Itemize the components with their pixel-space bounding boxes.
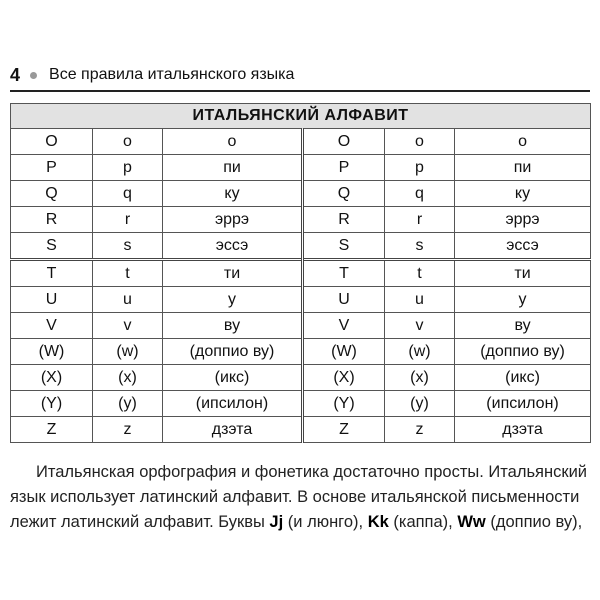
table-cell: u: [93, 287, 163, 313]
table-cell: (w): [385, 339, 455, 365]
table-row: [11, 129, 591, 155]
table-cell: (Y): [303, 391, 385, 417]
table-cell: у: [455, 287, 591, 313]
table-cell: Z: [303, 417, 385, 443]
letter-kk: Kk: [367, 513, 389, 531]
table-cell: O: [303, 129, 385, 155]
table-cell: (ипсилон): [455, 391, 591, 417]
table-row: [11, 391, 591, 417]
table-cell: T: [303, 260, 385, 287]
table-cell: (w): [93, 339, 163, 365]
table-cell: эррэ: [455, 207, 591, 233]
table-cell: R: [11, 207, 93, 233]
table-cell: (W): [303, 339, 385, 365]
table-body: [11, 129, 591, 443]
table-cell: пи: [455, 155, 591, 181]
table-cell: r: [385, 207, 455, 233]
table-cell: o: [455, 129, 591, 155]
table-cell: пи: [163, 155, 303, 181]
table-cell: T: [11, 260, 93, 287]
table-row: [11, 287, 591, 313]
table-cell: S: [11, 233, 93, 260]
table-cell: дзэта: [163, 417, 303, 443]
running-title: Все правила итальянского языка: [49, 66, 295, 83]
table-cell: (x): [93, 365, 163, 391]
table-cell: u: [385, 287, 455, 313]
table-cell: (y): [93, 391, 163, 417]
table-cell: Q: [11, 181, 93, 207]
table-row: [11, 339, 591, 365]
table-cell: U: [303, 287, 385, 313]
table-cell: эссэ: [163, 233, 303, 260]
table-cell: ти: [163, 260, 303, 287]
table-cell: R: [303, 207, 385, 233]
table-cell: o: [385, 129, 455, 155]
table-cell: (доппио ву): [455, 339, 591, 365]
table-cell: o: [163, 129, 303, 155]
table-cell: Z: [11, 417, 93, 443]
table-cell: v: [93, 313, 163, 339]
table-cell: P: [11, 155, 93, 181]
table-cell: s: [385, 233, 455, 260]
table-cell: ку: [163, 181, 303, 207]
table-row: [11, 260, 591, 287]
table-cell: ву: [163, 313, 303, 339]
table-row: [11, 181, 591, 207]
table-cell: эррэ: [163, 207, 303, 233]
header-rule: [10, 90, 590, 92]
table-cell: U: [11, 287, 93, 313]
table-cell: (y): [385, 391, 455, 417]
table-cell: v: [385, 313, 455, 339]
table-cell: S: [303, 233, 385, 260]
table-row: [11, 155, 591, 181]
table-cell: ку: [455, 181, 591, 207]
table-cell: (x): [385, 365, 455, 391]
table-cell: t: [385, 260, 455, 287]
table-cell: p: [93, 155, 163, 181]
table-cell: (икс): [163, 365, 303, 391]
table-cell: эссэ: [455, 233, 591, 260]
paragraph-text-2: (и люнго),: [283, 513, 368, 531]
table-title: ИТАЛЬЯНСКИЙ АЛФАВИТ: [11, 104, 591, 129]
table-cell: (Y): [11, 391, 93, 417]
letter-ww: Ww: [457, 513, 486, 531]
table-cell: O: [11, 129, 93, 155]
table-cell: ву: [455, 313, 591, 339]
paragraph-text-3: (каппа),: [388, 513, 458, 531]
table-row: [11, 207, 591, 233]
table-cell: (X): [303, 365, 385, 391]
letter-jj: Jj: [269, 513, 284, 531]
paragraph-text-4: (доппио ву),: [485, 513, 583, 531]
table-cell: q: [93, 181, 163, 207]
table-cell: Q: [303, 181, 385, 207]
table-cell: r: [93, 207, 163, 233]
page-number: 4: [10, 64, 21, 85]
table-row: [11, 365, 591, 391]
table-cell: V: [11, 313, 93, 339]
table-row: [11, 417, 591, 443]
alphabet-table: [10, 103, 591, 443]
bullet-icon: [30, 72, 37, 79]
page-header: [10, 62, 590, 88]
body-paragraph: [10, 460, 590, 535]
table-cell: (X): [11, 365, 93, 391]
table-cell: p: [385, 155, 455, 181]
table-cell: (доппио ву): [163, 339, 303, 365]
paragraph-text-1: Итальянская орфография и фонетика достаточно просты. Итальянский язык использует латинский алфавит. В основе итальянской письменности лежит латинский алфавит. Буквы: [10, 463, 588, 531]
table-cell: P: [303, 155, 385, 181]
table-row: [11, 233, 591, 260]
table-cell: у: [163, 287, 303, 313]
table-cell: дзэта: [455, 417, 591, 443]
table-cell: q: [385, 181, 455, 207]
table-cell: V: [303, 313, 385, 339]
table-cell: o: [93, 129, 163, 155]
table-cell: (ипсилон): [163, 391, 303, 417]
table-cell: (W): [11, 339, 93, 365]
table-cell: (икс): [455, 365, 591, 391]
table-row: [11, 313, 591, 339]
table-cell: z: [385, 417, 455, 443]
table-cell: ти: [455, 260, 591, 287]
table-cell: t: [93, 260, 163, 287]
table-cell: s: [93, 233, 163, 260]
table-cell: z: [93, 417, 163, 443]
